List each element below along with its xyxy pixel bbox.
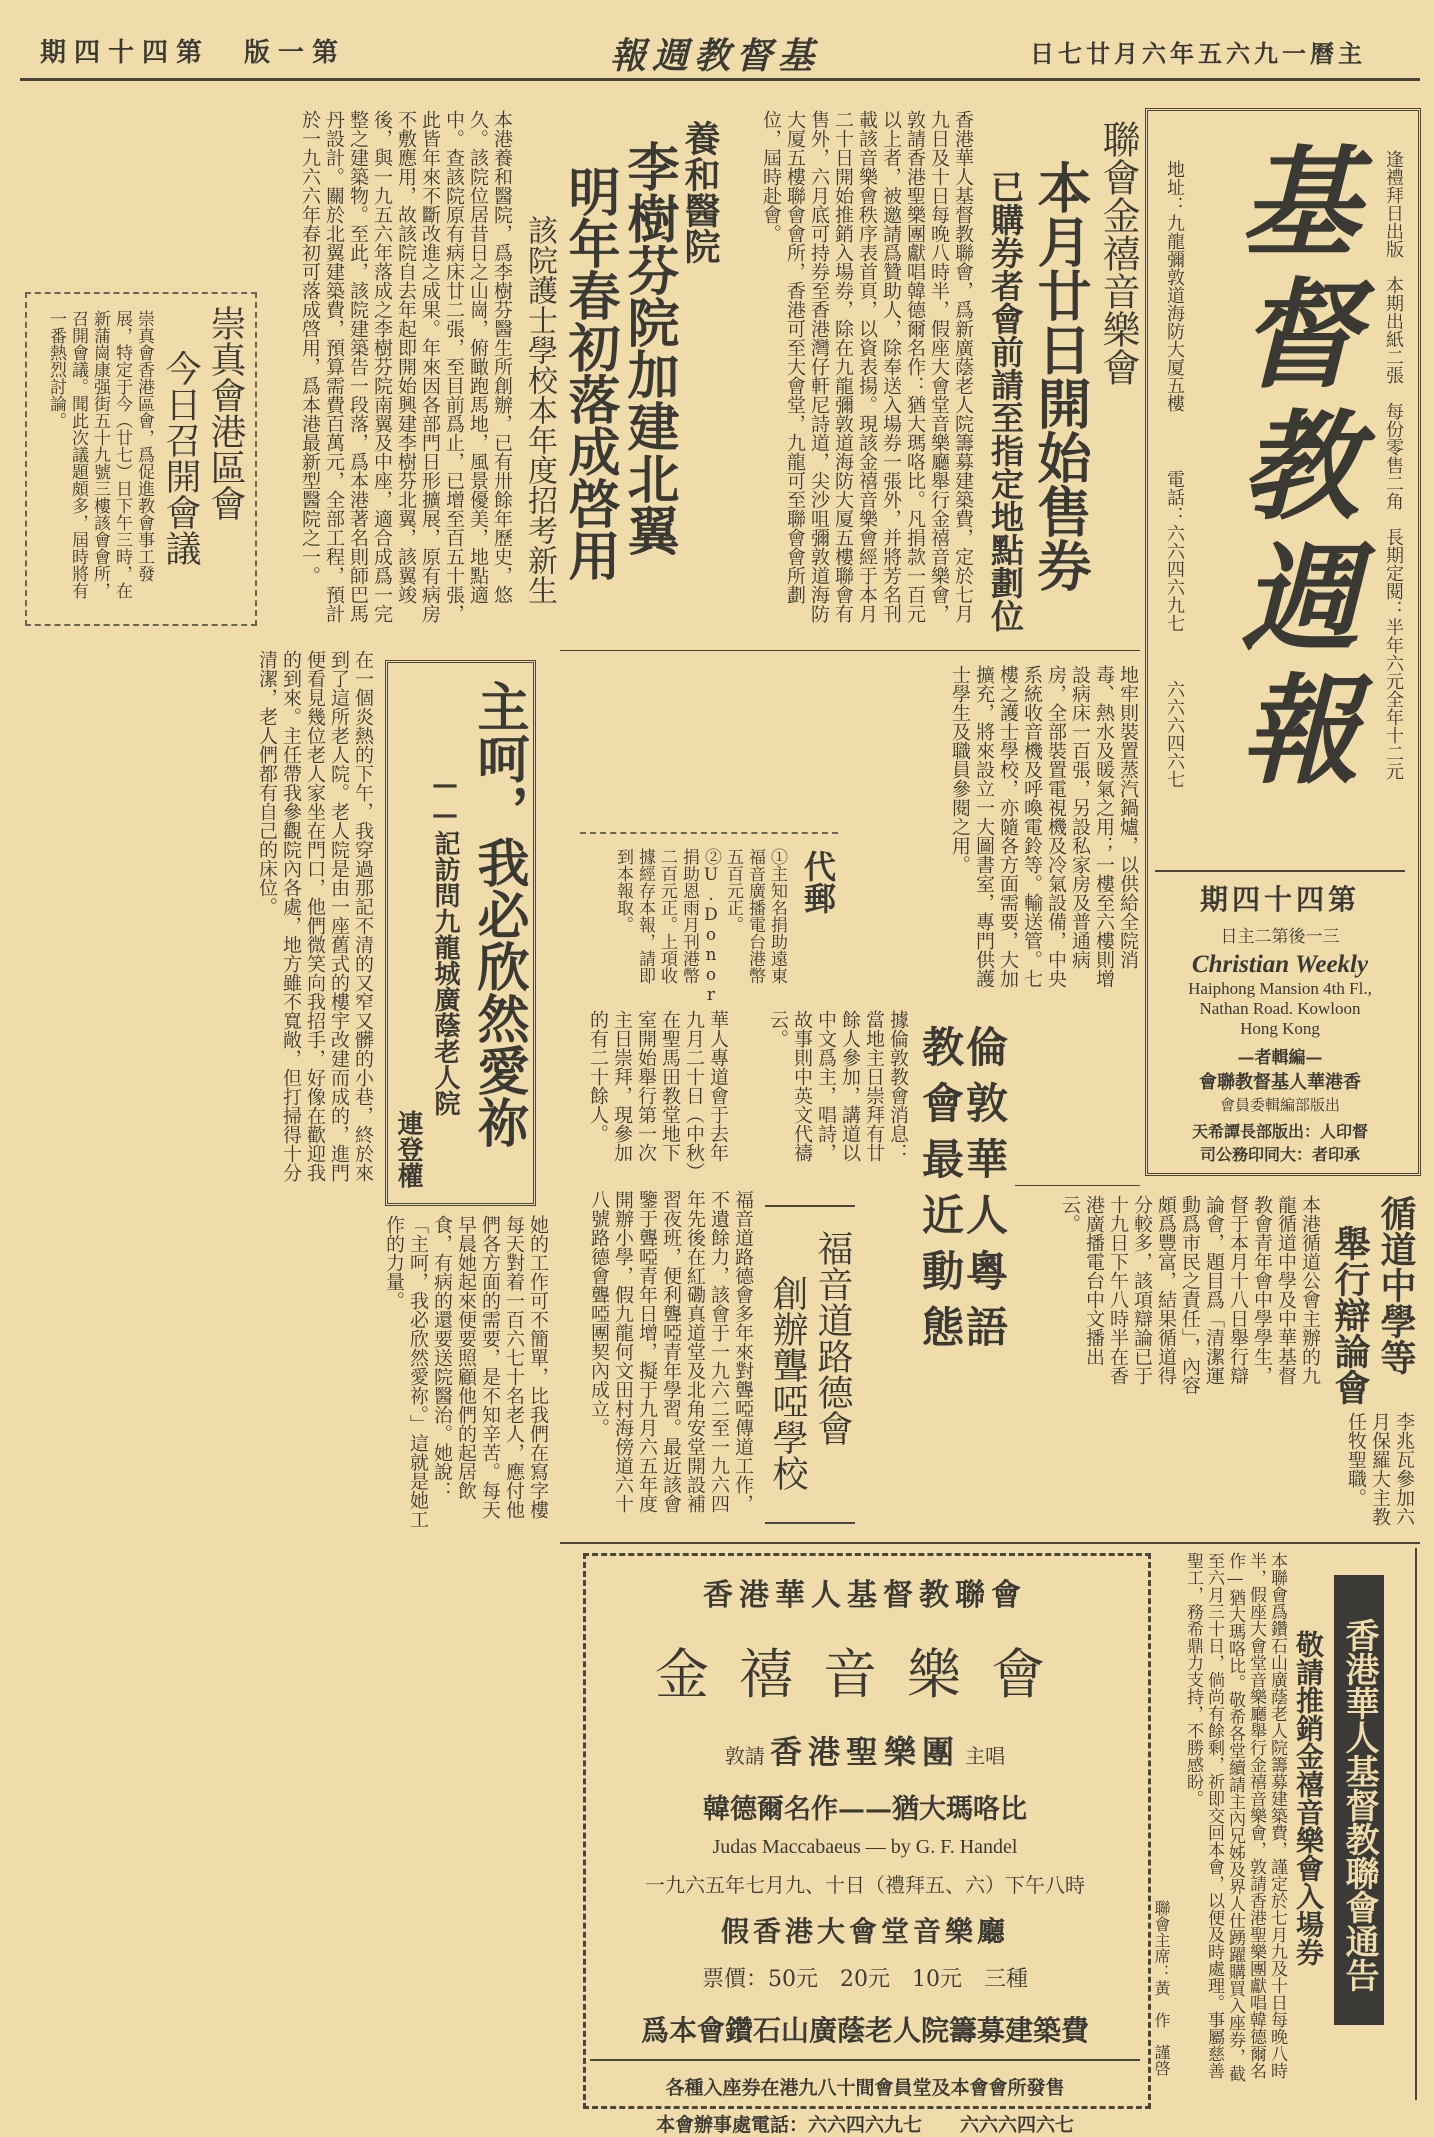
header-rule — [20, 78, 1420, 81]
notice-border — [1415, 1548, 1417, 2100]
concert-ad-org: 香港華人基督教聯會 — [703, 1578, 1027, 1613]
concert-ad-work: 韓德爾名作——猶大瑪咯比 — [703, 1794, 1027, 1825]
concert-ad — [590, 1570, 1140, 2137]
masthead-phone2: 六六六四六七 — [1164, 680, 1185, 788]
concert-ad-invite — [590, 1727, 1140, 1773]
concert-subhead: 已購券者會前請至指定地點劃位 — [986, 170, 1025, 632]
masthead-sunday: 三一後第二主日 — [1220, 927, 1340, 947]
feature-subhead: ——記訪問九龍城廣蔭老人院 — [430, 770, 460, 1116]
subscription-note: 長期定閱：半年六元全年十二元 — [1383, 528, 1404, 780]
concert-ad-venue: 假香港大會堂音樂廳 — [720, 1915, 1009, 1948]
masthead-notes — [1381, 150, 1405, 970]
concert-ad-title: 金禧音樂會 — [655, 1643, 1075, 1706]
postal-note: 上項收據經存本報，請即到本報取。 — [613, 848, 677, 984]
concert-ad-phone: 本會辦事處電話：六六四六九七 六六六四六七 — [655, 2114, 1074, 2136]
tsung-tsin-body: 崇真會香港區會，爲促進教會事工發展，特定于今（廿七）日下午三時，在新蒲崗康强街五十九號三樓該會會所，召開會議。聞此次議題頗多，屆時將有一番熱烈討論。 — [46, 310, 154, 599]
tsung-tsin-headline: 崇真會港區會 — [205, 305, 246, 521]
invite-suffix: 主唱 — [965, 1744, 1006, 1768]
notice-body: 本聯會爲鑽石山廣蔭老人院籌募建築費，謹定於七月九及十日每晚八時半，假座大會堂音樂廳舉行金禧音樂會，敦請香港聖樂團獻唱韓德爾名作—猶大瑪咯比。敬希各堂續請主內兄姊及界人仕踴躍購買入座券，截至六月三十日，倘尚有餘剩，祈即交回本會，以便及時處理。事屬慈善聖工，務希鼎力支持，不勝感盼。 — [1183, 1552, 1287, 2082]
debate-rule — [1015, 1185, 1140, 1186]
price-note: 每份零售二角 — [1383, 402, 1404, 510]
masthead-english-address-3: Hong Kong — [1240, 1019, 1320, 1038]
london-headline: 倫敦華人粵語教會最近動態 — [916, 1025, 1009, 1361]
debate-body-2: 李兆瓦參加六月保羅大主教任牧聖職。 — [1345, 1412, 1415, 1526]
masthead-publisher: 督印人：出版部長譚希天 — [1191, 1122, 1368, 1141]
deaf-school-bottom-rule — [765, 1522, 855, 1524]
section-rule — [560, 1542, 1420, 1544]
masthead-english-address-1: Haiphong Mansion 4th Fl., — [1188, 979, 1372, 998]
choir-name: 香港聖樂團 — [769, 1733, 960, 1771]
hospital-kicker: 養和醫院 — [679, 120, 721, 264]
edition-label — [40, 32, 346, 69]
pages-note: 本期出紙二張 — [1383, 276, 1404, 384]
deaf-school-headline: 福音道路德會 — [812, 1230, 853, 1446]
concert-ad-purpose: 爲本會鑽石山廣蔭老人院籌募建築費 — [590, 2009, 1140, 2061]
concert-ad-prices: 票價：50元 20元 10元 三種 — [702, 1967, 1028, 1992]
postal-item-2: ②U.Donor捐助恩雨月刊港幣二百元正。 — [657, 848, 721, 1005]
hospital-body-2: 地牢則裝置蒸汽鍋爐，以供給全院消毒、熱水及暖氣之用；一樓至六樓則增設病床一百張，另設私家房及普通病房，全部裝置電視機及冷氣設備，中央系統收音機及呼喚電鈴等。輸送管。七樓之護士學校，亦隨各方面需要，大加擴充，將來設立一大圖書室，專門供護士學生及職員參閱之用。 — [949, 665, 1139, 988]
masthead-english-address-2: Nathan Road. Kowloon — [1199, 999, 1361, 1018]
notice-banner: 香港華人基督教聯會通告 — [1334, 1575, 1384, 2025]
concert-kicker: 聯會金禧音樂會 — [1096, 120, 1140, 386]
feature-headline: 主呵，我必欣然愛祢 — [468, 680, 529, 1148]
postal-title: 代郵 — [799, 850, 837, 914]
concert-headline: 本月廿日開始售券 — [1029, 160, 1093, 592]
masthead-editor-org: 香港華人基督教聯會 — [1199, 1072, 1361, 1093]
masthead-phone: 電話：六六四六九七 — [1164, 470, 1185, 632]
deaf-school-headline-2: 創辦聾啞學校 — [767, 1275, 808, 1491]
feature-body-2: 她的工作可不簡單，比我們在寫字樓每天對着一百六七十名老人，應付他們各方面的需要，是不知辛苦。每天早晨她起來便要照顧他們的起居飲食，有病的還要送院醫治。她說：「主呵，我必欣然愛祢。」這就是她工作的力量。 — [383, 1215, 549, 1529]
postal-items — [588, 848, 788, 1005]
deaf-school-top-rule — [765, 1205, 855, 1207]
hospital-subhead: 該院護士學校本年度招考新生 — [522, 215, 557, 605]
hospital-headline-2: 明年春初落成啓用 — [559, 165, 620, 581]
notice-headline: 敬請推銷金禧音樂會入場券 — [1292, 1630, 1325, 1966]
london-body-2: 華人專道會于去年九月二十日（中秋）在聖馬田教堂地下室開始舉行第一次主日崇拜，現參加的有二十餘人。 — [587, 1010, 729, 1172]
concert-ad-datetime: 一九六五年七月九、十日（禮拜五、六）下午八時 — [645, 1873, 1085, 1897]
notice-signature: 聯會主席：黃 作 謹啓 — [1152, 1900, 1171, 2076]
masthead-editor-dept: 出版部編輯委員會 — [1219, 1096, 1340, 1114]
masthead-issue: 第四十四期 — [1199, 883, 1360, 916]
hospital-body: 本港養和醫院，爲李樹芬醫生所創辦，已有卅餘年歷史，悠久。該院位居昔日之山崗，俯瞰跑馬地，風景優美，地點適中。查該院原有病床廿二張，至目前爲止，已增至百五十張，此皆年來不斷改進之成果。年來因各部門日形擴展，原有病房不敷應用，故該院自去年起即開始興建李樹芬北翼，該翼竣後，與一九五六年落成之李樹芬院南翼及中座，適合成爲一完整之建築物。至此，該院建築告一段落，爲本港著名則師巴馬丹設計。關於北翼建築費，預算需費百萬元，全部工程，預計於一九六六年春初可落成啓用，爲本港最新型醫院之一。 — [299, 110, 513, 623]
feature-body: 在一個炎熱的下午，我穿過那記不清的又窄又髒的小巷，終於來到了這所老人院。老人院是由一座舊式的樓宇改建而成的，進門便看見幾位老人家坐在門口，他們微笑向我招手，好像在歡迎我的到來。主任帶我參觀院內各處，地方雖不寬敞，但打掃得十分清潔，老人們都有自己的床位。 — [256, 650, 374, 1182]
masthead-english-title: Christian Weekly — [1191, 951, 1369, 978]
feature-author: 連登權 — [393, 1110, 423, 1188]
concert-body: 香港華人基督教聯會，爲新廣蔭老人院籌募建築費，定於七月九日及十日每晚八時半，假座大會堂音樂廳舉行金禧音樂會，敦請香港聖樂團獻唱韓德爾名作：猶大瑪咯比。凡捐款一百元以上者，被邀請爲贊助人，除奉送入場券一張外，并將芳名刊載該音樂會秩序表首頁，以資表揚。現該金禧音樂會經于本月二十日開始推銷入場券，除在九龍彌敦道海防大厦五樓聯會有售外，六月底可持券至香港灣仔軒尼詩道，尖沙咀彌敦道海防大厦五樓聯會會所，香港可至大會堂，九龍可至聯會會所劃位，屆時赴會。 — [760, 110, 974, 623]
issue-number: 第四十四期 — [40, 38, 211, 68]
masthead-info — [1155, 878, 1405, 1165]
hospital-headline: 李樹芬院加建北翼 — [618, 140, 679, 556]
edition: 第一版 — [244, 38, 347, 68]
london-body: 據倫敦教會消息：當地主日崇拜有廿餘人參加，講道以中文爲主，唱詩，故事則中英文代禱云。 — [767, 1010, 909, 1162]
concert-ad-work-en: Judas Maccabaeus — by G. F. Handel — [712, 1836, 1018, 1858]
concert-bottom-rule — [560, 650, 1140, 651]
deaf-school-body: 福音道路德會多年來對聾啞傳道工作，不遺餘力，該會于一九六二至一九六四年先後在紅磡真道堂及北角安堂開設補習夜班，便利聾啞青年學習。最近該會鑒于聾啞青年日增，擬于九月六五年度開辦小學，假九龍何文田村海傍道六十八號路德會聾啞團契內成立。 — [588, 1190, 754, 1513]
publish-note: 逢禮拜日出版 — [1383, 150, 1404, 258]
masthead-printer: 承印者：大同印務公司 — [1199, 1145, 1360, 1164]
masthead-editor-label: —編輯者— — [1237, 1048, 1323, 1068]
header-title: 基督教週報 — [610, 35, 821, 77]
masthead-address: 地址：九龍彌敦道海防大厦五樓 — [1164, 160, 1185, 412]
debate-headline-2: 舉行辯論會 — [1329, 1225, 1371, 1405]
header-date: 主曆一九六五年六月廿七日 — [1030, 39, 1366, 68]
debate-body: 本港循道公會主辦的九龍循道中學及中華基督教會青年會中學學生，督于本月十八日舉行辯論會，題目爲「清潔運動爲市民之責任」，內容頗爲豐富，結果循道得分較多，該項辯論已于十九日下午八時半在香港廣播電台中文播出云。 — [1059, 1195, 1321, 1395]
concert-ad-sales: 各種入座券在港九八十間會員堂及本會會所發售 — [665, 2077, 1065, 2099]
masthead-title: 基督教週報 — [1221, 140, 1360, 800]
tsung-tsin-headline-2: 今日召開會議 — [160, 350, 201, 566]
masthead-divider — [1155, 870, 1405, 872]
postal-item-1: ①主知名捐助遠東福音廣播電台港幣五百元正。 — [723, 848, 787, 984]
invite-prefix: 敦請 — [724, 1744, 765, 1768]
debate-headline: 循道中學等 — [1375, 1195, 1417, 1375]
